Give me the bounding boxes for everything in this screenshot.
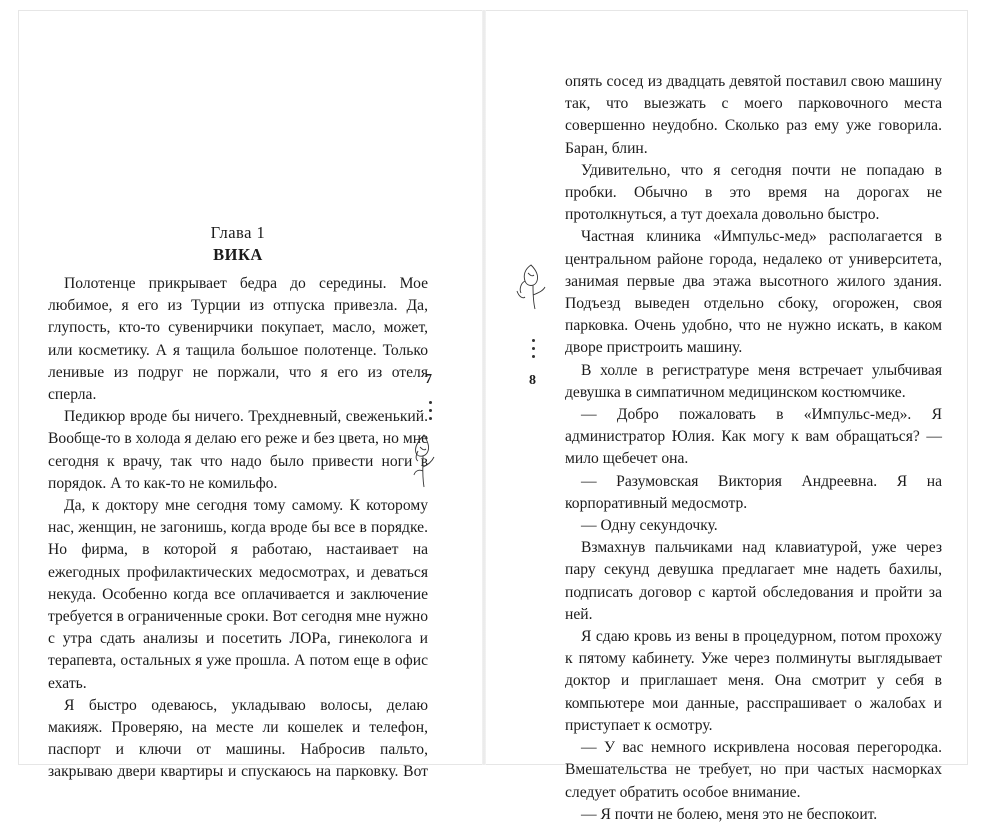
page-number-left: 7 [425, 372, 432, 387]
paragraph: — Я почти не болею, меня это не беспокоит. [581, 805, 878, 823]
paragraph: В холле в регистратуре меня встречает улыбчивая девушка в симпатичном медицинском костюмчике. [565, 361, 942, 401]
right-page-text [565, 71, 942, 826]
chapter-heading [48, 222, 428, 266]
paragraph: — У вас немного искривлена носовая перегородка. Вмешательства не требует, но при частых насморках следует обратить особое внимание. [565, 739, 942, 801]
page-number-right: 8 [529, 373, 536, 388]
chapter-number: Глава 1 [210, 223, 266, 242]
left-page-text [48, 273, 428, 784]
flower-ornament-icon [410, 433, 440, 494]
paragraph: Удивительно, что я сегодня почти не попадаю в пробки. Обычно в это время на дорогах не протолкнуться, а тут доехала довольно быстро. [565, 161, 942, 224]
paragraph: — Добро пожаловать в «Импульс-мед». Я администратор Юлия. Как могу к вам обращаться? — мило щебечет она. [565, 406, 942, 468]
chapter-title: ВИКА [213, 245, 263, 264]
folio-dots-left [428, 401, 432, 425]
paragraph: Полотенце прикрывает бедра до середины. Мое любимое, я его из Турции из отпуска привезла. Да, глупость, кто-то сувенирчики покупает, масло, может, или косметику. А я тащила большое полотенце. Только ленивые из подруг не поржали, что я его из отеля сперла. [48, 275, 428, 404]
flower-ornament-icon [513, 261, 549, 316]
paragraph: Я сдаю кровь из вены в процедурном, потом прохожу к пятому кабинету. Уже через полминуты выглядывает доктор и приглашает меня. Она смотрит у себя в компьютере мои данные, расспрашивает о жалобах и приступает к осмотру. [565, 628, 942, 734]
paragraph: Я быстро одеваюсь, укладываю волосы, делаю макияж. Проверяю, на месте ли кошелек и телефон, паспорт и ключи от машины. Набросив пальто, закрываю двери квартиры и спускаюсь на парковку. Вот [48, 696, 428, 781]
paragraph: — Одну секундочку. [581, 517, 718, 535]
paragraph: Да, к доктору мне сегодня тому самому. К которому нас, женщин, не загонишь, когда вроде бы все в порядке. Но фирма, в которой я работаю, настаивает на ежегодных профилактических медосмотрах, и деваться некуда. Особенно когда все оплачивается и заключение требуется в ограниченные сроки. Вот сегодня мне нужно с утра сдать анализы и посетить ЛОРа, гинеколога и терапевта, остальных я уже прошла. А потом еще в офис ехать. [48, 497, 428, 692]
folio-dots-right [531, 339, 535, 363]
paragraph: — Разумовская Виктория Андреевна. Я на корпоративный медосмотр. [565, 472, 942, 512]
paragraph: Частная клиника «Импульс-мед» располагается в центральном районе города, недалеко от университета, занимая первые два этажа высотного жилого здания. Подъезд выведен отдельно сбоку, огорожен, своя парковка. Очень удобно, что не нужно искать, в каком дворе пристроить машину. [565, 228, 942, 357]
book-gutter [482, 10, 486, 765]
paragraph: Педикюр вроде бы ничего. Трехдневный, свеженький. Вообще-то в холода я делаю его реже и без цвета, но мне сегодня к врачу, так что надо было привести ноги в порядок. А то как-то не комильфо. [48, 408, 428, 492]
paragraph: опять сосед из двадцать девятой поставил свою машину так, что выезжать с моего парковочного места совершенно неудобно. Сколько раз ему уже говорила. Баран, блин. [565, 73, 942, 157]
paragraph: Взмахнув пальчиками над клавиатурой, уже через пару секунд девушка предлагает мне надеть бахилы, подписать договор с картой обследования и пройти за ней. [565, 539, 942, 623]
